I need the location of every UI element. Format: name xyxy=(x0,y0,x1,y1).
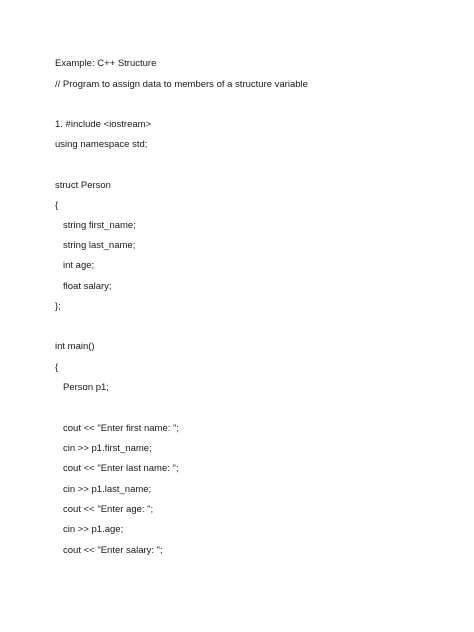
code-line: 1. #include <iostream> xyxy=(55,119,152,130)
code-line: cin >> p1.age; xyxy=(63,524,124,535)
code-line: cout << "Enter first name: "; xyxy=(63,423,180,434)
code-line: cout << "Enter age: "; xyxy=(63,504,154,515)
code-line: float salary; xyxy=(63,281,112,292)
code-line: cin >> p1.first_name; xyxy=(63,443,152,454)
code-comment: // Program to assign data to members of a structure variable xyxy=(55,79,308,90)
code-line: { xyxy=(55,200,59,211)
code-line: string first_name; xyxy=(63,220,136,231)
code-line: cout << "Enter salary: "; xyxy=(63,545,163,556)
document-title: Example: C++ Structure xyxy=(55,58,157,69)
code-line: string last_name; xyxy=(63,240,136,251)
code-line: }; xyxy=(55,301,61,312)
code-line: struct Person xyxy=(55,180,111,191)
code-line: { xyxy=(55,362,59,373)
code-line: cout << "Enter last name: "; xyxy=(63,463,179,474)
code-line: Person p1; xyxy=(63,382,109,393)
code-line: using namespace std; xyxy=(55,139,148,150)
code-line: cin >> p1.last_name; xyxy=(63,484,152,495)
code-line: int main() xyxy=(55,341,95,352)
code-line: int age; xyxy=(63,260,95,271)
